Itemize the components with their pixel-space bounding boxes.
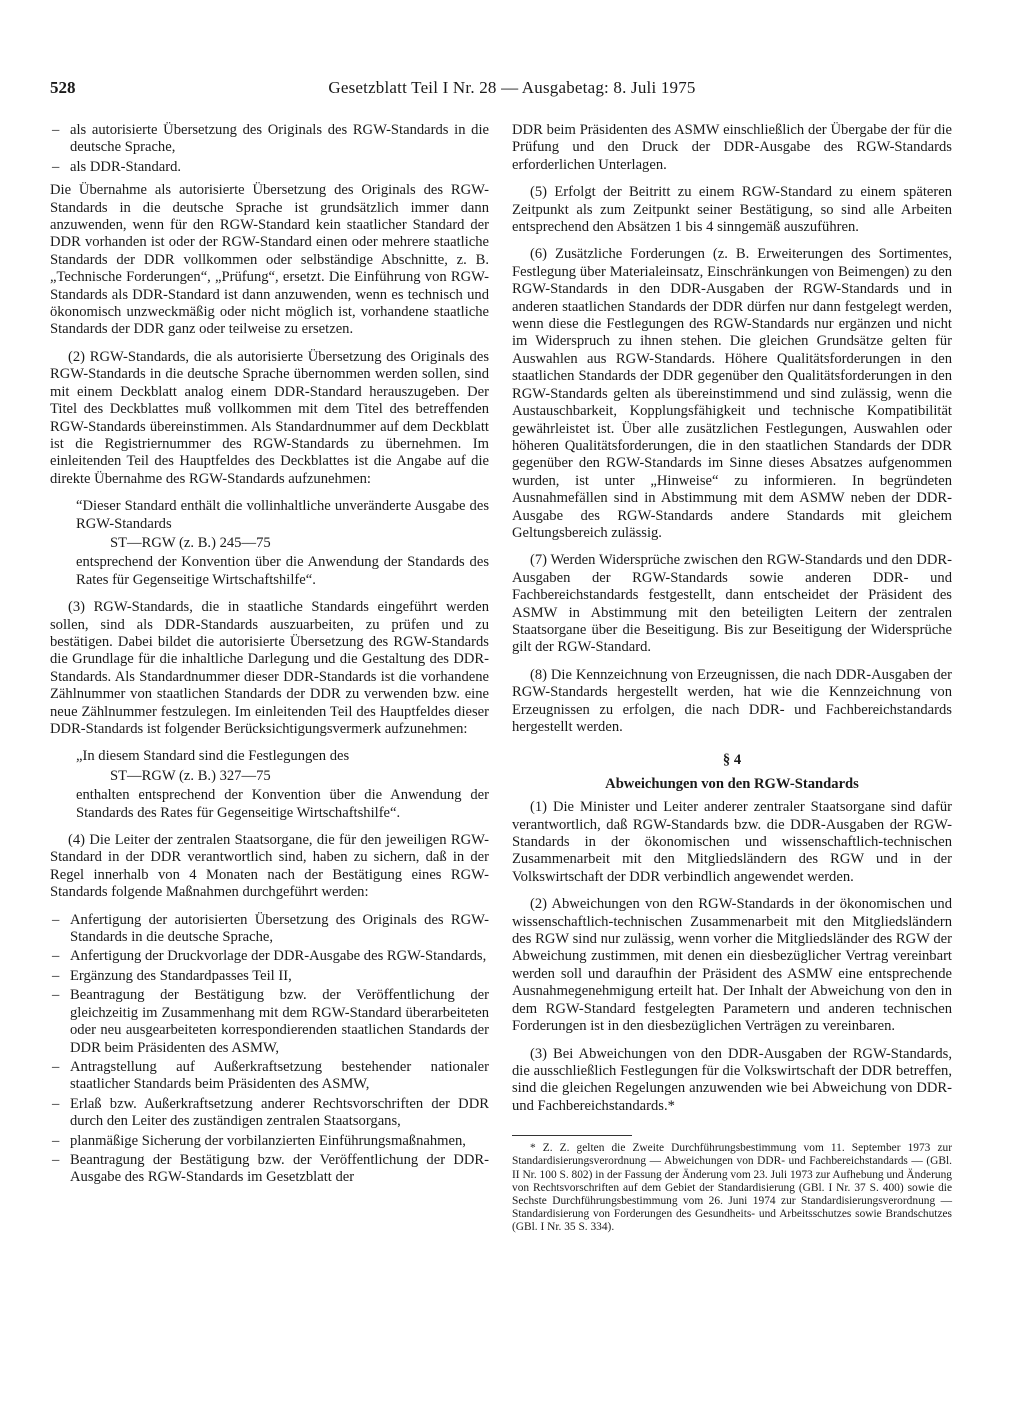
measures-list — [50, 912, 489, 1187]
page-number: 528 — [50, 78, 76, 97]
list-item: – Ergänzung des Standardpasses Teil II, — [50, 968, 489, 985]
quote-3-text: „In diesem Standard sind die Festlegungen des — [76, 748, 350, 765]
list-item: – als DDR-Standard. — [50, 159, 489, 176]
list-item: – Erlaß bzw. Außerkraftsetzung anderer Rechtsvorschriften der DDR durch den Leiter des zuständigen zentralen Staatsorgans, — [50, 1096, 489, 1131]
paragraph-8: (8) Die Kennzeichnung von Erzeugnissen, die nach DDR-Ausgaben der RGW-Standards hergestellt werden, hat wie die Kennzeichnung von Erzeugnissen zu erfolgen, die nach DDR- und Fachbereichstandards hergestellt werden. — [512, 666, 952, 735]
running-head: Gesetzblatt Teil I Nr. 28 — Ausgabetag: 8. Juli 1975 — [328, 78, 696, 97]
section-4-paragraph-2: (2) Abweichungen von den RGW-Standards in der ökonomischen und wissenschaftlich-technischen Zusammenarbeit mit den Mitgliedsländern des RGW sind nur zulässig, wenn vorher die Mitgliedsländer des RGW der Abweichung zustimmen, mit denen ein diesbezüglicher Vertrag vereinbart werden soll und daraufhin der Präsident des ASMW eine entsprechende Ausnahmegenehmigung erteilt hat. Der Inhalt der Abweichung von den in dem RGW-Standard festgelegten Parametern und anderen technischen Forderungen ist in den diesbezüglichen Verträgen zu vereinbaren. — [512, 896, 952, 1035]
quote-2-continuation: entsprechend der Konvention über die Anwendung der Standards des Rates für Gegenseitige Wirtschaftshilfe“. — [76, 554, 489, 588]
section-4-paragraph-3: (3) Bei Abweichungen von den DDR-Ausgaben der RGW-Standards, die ausschließlich Festlegungen für die Volkswirtschaft der DDR betreffen, sind die gleichen Regelungen anzuwenden wie bei Abweichung von DDR- und Fachbereichstandards.* — [512, 1045, 952, 1114]
section-heading: Abweichungen von den RGW-Standards — [605, 775, 859, 792]
quote-3-continuation: enthalten entsprechend der Konvention über die Anwendung der Standards des Rates für Gegenseitige Wirtschaftshilfe“. — [76, 787, 489, 821]
list-item: – Anfertigung der autorisierten Übersetzung des Originals des RGW-Standards in die deutsche Sprache, — [50, 912, 489, 947]
paragraph-5: (5) Erfolgt der Beitritt zu einem RGW-Standard zu einem späteren Zeitpunkt als zum Zeitpunkt seiner Bestätigung, so sind alle Arbeiten entsprechend den Absätzen 1 bis 4 sinngemäß auszuführen. — [512, 184, 952, 236]
list-item: – als autorisierte Übersetzung des Originals des RGW-Standards in die deutsche Sprache, — [50, 122, 489, 157]
left-column — [50, 122, 489, 1193]
quote-2-standard-number: ST—RGW (z. B.) 245—75 — [110, 534, 271, 551]
paragraph-4: (4) Die Leiter der zentralen Staatsorgane, die für den jeweiligen RGW-Standard in der DDR verantwortlich sind, haben zu sichern, daß in der Regel innerhalb von 4 Monaten nach der Bestätigung eines RGW-Standards folgende Maßnahmen durchgeführt werden: — [50, 832, 489, 901]
right-column — [512, 122, 952, 1245]
footnote: * Z. Z. gelten die Zweite Durchführungsbestimmung vom 11. September 1973 zur Standardisierungsverordnung — Abweichungen von DDR- und Fachbereichstandards — (GBl. II Nr. 100 S. 802) in der Fassung der Änderung vom 23. Juli 1973 zur Aufhebung und Änderung von Rechtsvorschriften auf dem Gebiet der Standardisierung (GBl. I Nr. 37 S. 400) sowie die Sechste Durchführungsbestimmung vom 26. Juni 1974 zur Standardisierungsverordnung — Standardisierung von Forderungen des Gesundheits- und Arbeitsschutzes sowie Brandschutzes (GBl. I Nr. 35 S. 334). — [512, 1142, 952, 1234]
paragraph-4-continuation: DDR beim Präsidenten des ASMW einschließlich der Übergabe der für die Prüfung und den Druck der DDR-Ausgabe des RGW-Standards erforderlichen Unterlagen. — [512, 122, 952, 173]
section-number: § 4 — [722, 752, 742, 769]
page-header — [50, 78, 974, 100]
paragraph-3: (3) RGW-Standards, die in staatliche Standards eingeführt werden sollen, sind als DDR-Standards auszuarbeiten, zu prüfen und zu bestätigen. Dabei bildet die autorisierte Übersetzung des RGW-Standards die Grundlage für die inhaltliche Darlegung und die Gestaltung des DDR-Standards. Als Standardnummer dieser DDR-Standards ist die vorhandene Zählnummer von staatlichen Standards der DDR zu verwenden bzw. eine neue Zählnummer festzulegen. Im einleitenden Teil des Hauptfeldes dieser DDR-Standards ist folgender Berücksichtigungsvermerk aufzunehmen: — [50, 599, 489, 737]
list-item: – planmäßige Sicherung der vorbilanzierten Einführungsmaßnahmen, — [50, 1133, 489, 1150]
paragraph-uebernahme: Die Übernahme als autorisierte Übersetzung des Originals des RGW-Standards in die deutsche Sprache ist grundsätzlich immer dann anzuwenden, wenn für den RGW-Standard kein staatlicher Standard der DDR vorhanden ist oder der RGW-Standard einen oder mehrere staatliche Standards der DDR vollkommen oder selbständige Abschnitte, z. B. „Technische Forderungen“, „Prüfung“, ersetzt. Die Einführung von RGW-Standards als DDR-Standard ist dann anzuwenden, wenn es technisch und ökonomisch unzweckmäßig oder nicht möglich ist, vorhandene staatliche Standards der DDR ganz oder teilweise zu ersetzen. — [50, 182, 489, 338]
intro-list — [50, 122, 489, 176]
section-4-paragraph-1: (1) Die Minister und Leiter anderer zentraler Staatsorgane sind dafür verantwortlich, daß RGW-Standards bzw. die DDR-Ausgaben der RGW-Standards in der ökonomischen und wissenschaftlich-technischen Zusammenarbeit mit den Mitgliedsländern des RGW und in der Volkswirtschaft der DDR verbindlich angewendet werden. — [512, 799, 952, 885]
list-item: – Beantragung der Bestätigung bzw. der Veröffentlichung der DDR-Ausgabe des RGW-Standards im Gesetzblatt der — [50, 1152, 489, 1187]
footnote-divider — [512, 1135, 632, 1136]
list-item: – Antragstellung auf Außerkraftsetzung bestehender nationaler staatlicher Standards beim Präsidenten des ASMW, — [50, 1059, 489, 1094]
quote-2-text: “Dieser Standard enthält die vollinhaltliche unveränderte Ausgabe des RGW-Standards — [76, 498, 489, 532]
paragraph-2: (2) RGW-Standards, die als autorisierte Übersetzung des Originals des RGW-Standards in die deutsche Sprache übernommen werden sollen, sind mit einem Deckblatt analog einem DDR-Standard herauszugeben. Der Titel des Deckblattes muß vollkommen mit dem Titel des betreffenden RGW-Standards übereinstimmen. Als Standardnummer auf dem Deckblatt ist die Registriernummer des RGW-Standards zu übernehmen. Im einleitenden Teil des Hauptfeldes des Deckblattes ist die Angabe auf die direkte Übernahme des RGW-Standards aufzunehmen: — [50, 348, 489, 487]
paragraph-6: (6) Zusätzliche Forderungen (z. B. Erweiterungen des Sortimentes, Festlegung über Materialeinsatz, Einschränkungen von Beimengen) zu den RGW-Standards in den DDR-Ausgaben der RGW-Standards und in anderen staatlichen Standards der DDR dürfen nur dann festgelegt werden, wenn diese die Festlegungen des RGW-Standards nur ergänzen und nicht im Widerspruch zu ihnen stehen. Die gleichen Grundsätze gelten für Auswahlen aus RGW-Standards. Höhere Qualitätsforderungen in den staatlichen Standards der DDR gegenüber den Qualitätsforderungen in den RGW-Standards gelten als übereinstimmend und sind zulässig, wenn die Austauschbarkeit, Kopplungsfähigkeit und technische Kompatibilität gewährleistet ist. Über alle zusätzlichen Festlegungen, Auswahlen oder höheren Qualitätsforderungen, die in den staatlichen Standards der DDR gegenüber den RGW-Standards im Sinne dieses Absatzes aufgenommen wurden, ist unter „Hinweise“ zu informieren. In begründeten Ausnahmefällen sind in Abstimmung mit dem ASMW neben der DDR-Ausgabe des RGW-Standards andere Standards mit gleichem Geltungsbereich zulässig. — [512, 246, 952, 541]
quote-3-standard-number: ST—RGW (z. B.) 327—75 — [110, 767, 271, 784]
list-item: – Anfertigung der Druckvorlage der DDR-Ausgabe des RGW-Standards, — [50, 948, 489, 965]
list-item: – Beantragung der Bestätigung bzw. der Veröffentlichung der gleichzeitig im Zusammenhang mit dem RGW-Standard überarbeiteten oder neu ausgearbeiteten korrespondierenden staatlichen Standards der DDR beim Präsidenten des ASMW, — [50, 987, 489, 1057]
paragraph-7: (7) Werden Widersprüche zwischen den RGW-Standards und den DDR-Ausgaben der RGW-Standards sowie anderen DDR- und Fachbereichstandards festgestellt, dann entscheidet der Präsident des ASMW in Abstimmung mit den beteiligten Leitern der zentralen Staatsorgane über die Beseitigung. Bis zur Beseitigung der Widersprüche gilt der RGW-Standard. — [512, 552, 952, 656]
